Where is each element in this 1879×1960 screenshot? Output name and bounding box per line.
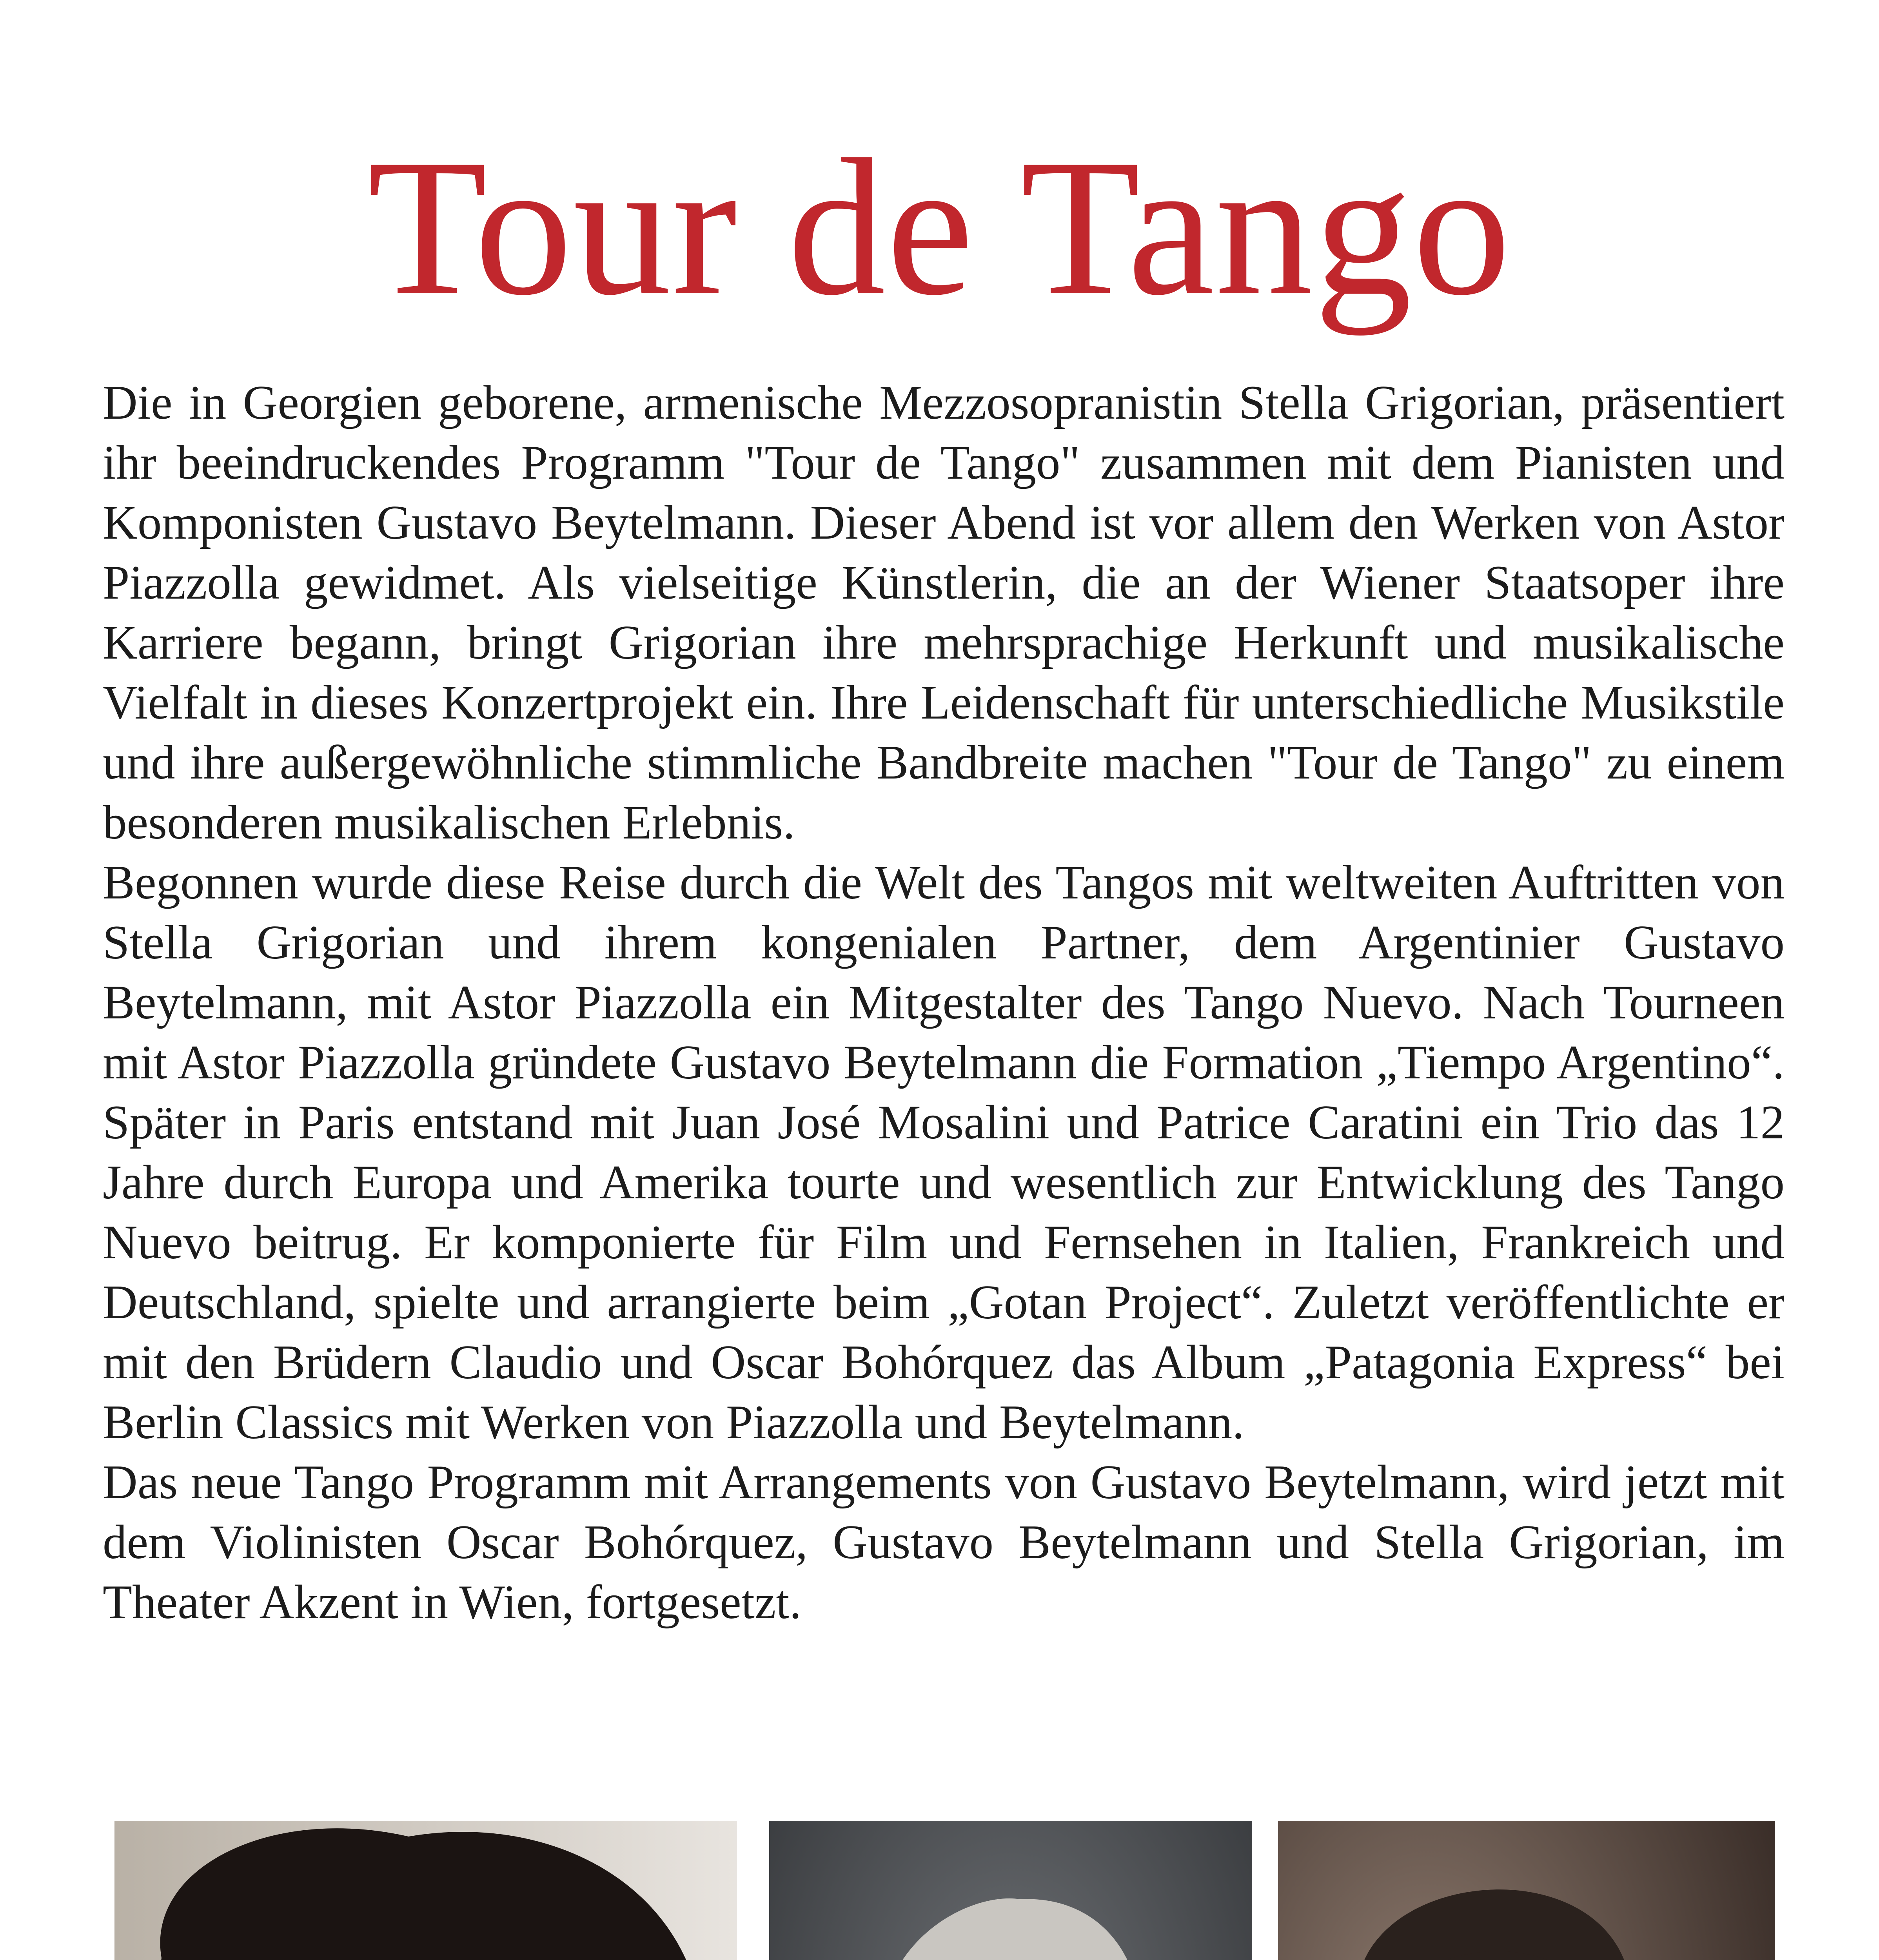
portrait-man-image xyxy=(769,1821,1252,1960)
paragraph-program: Das neue Tango Programm mit Arrangements von Gustavo Beytelmann, wird jetzt mit dem Violinisten Oscar Bohórquez, Gustavo Beytelmann und Stella Grigorian, im Theater Akzent in Wien, fortgesetzt. xyxy=(103,1455,1785,1629)
photo-oscar-bohorquez xyxy=(1278,1821,1775,1960)
paragraph-intro: Die in Georgien geborene, armenische Mezzosopranistin Stella Grigorian, präsentiert ihr beeindruckendes Programm "Tour de Tango" zusammen mit dem Pianisten und Komponisten Gustavo Beytelmann. Dieser Abend ist vor allem den Werken von Astor Piazzolla gewidmet. Als vielseitige Künstlerin, die an der Wiener Staatsoper ihre Karriere begann, bringt Grigorian ihre mehrsprachige Herkunft und musikalische Vielfalt in dieses Konzertprojekt ein. Ihre Leidenschaft für unterschiedliche Musikstile und ihre außergewöhnliche stimmliche Bandbreite machen "Tour de Tango" zu einem besonderen musikalischen Erlebnis. xyxy=(103,376,1785,849)
paragraph-history: Begonnen wurde diese Reise durch die Welt des Tangos mit weltweiten Auftritten von Stella Grigorian und ihrem kongenialen Partner, dem Argentinier Gustavo Beytelmann, mit Astor Piazzolla ein Mitgestalter des Tango Nuevo. Nach Tourneen mit Astor Piazzolla gründete Gustavo Beytelmann die Formation „Tiempo Argentino“. Später in Paris entstand mit Juan José Mosalini und Patrice Caratini ein Trio das 12 Jahre durch Europa und Amerika tourte und wesentlich zur Entwicklung des Tango Nuevo beitrug. Er komponierte für Film und Fernsehen in Italien, Frankreich und Deutschland, spielte und arrangierte beim „Gotan Project“. Zuletzt veröffentlichte er mit den Brüdern Claudio und Oscar Bohórquez das Album „Patagonia Express“ bei Berlin Classics mit Werken von Piazzolla und Beytelmann. xyxy=(103,855,1785,1449)
article-body xyxy=(103,372,1785,1632)
photo-stella-grigorian xyxy=(114,1821,737,1960)
portrait-woman-image xyxy=(114,1821,737,1960)
photo-gustavo-beytelmann xyxy=(769,1821,1252,1960)
page-title: Tour de Tango xyxy=(367,119,1512,336)
portrait-violinist-image xyxy=(1278,1821,1775,1960)
